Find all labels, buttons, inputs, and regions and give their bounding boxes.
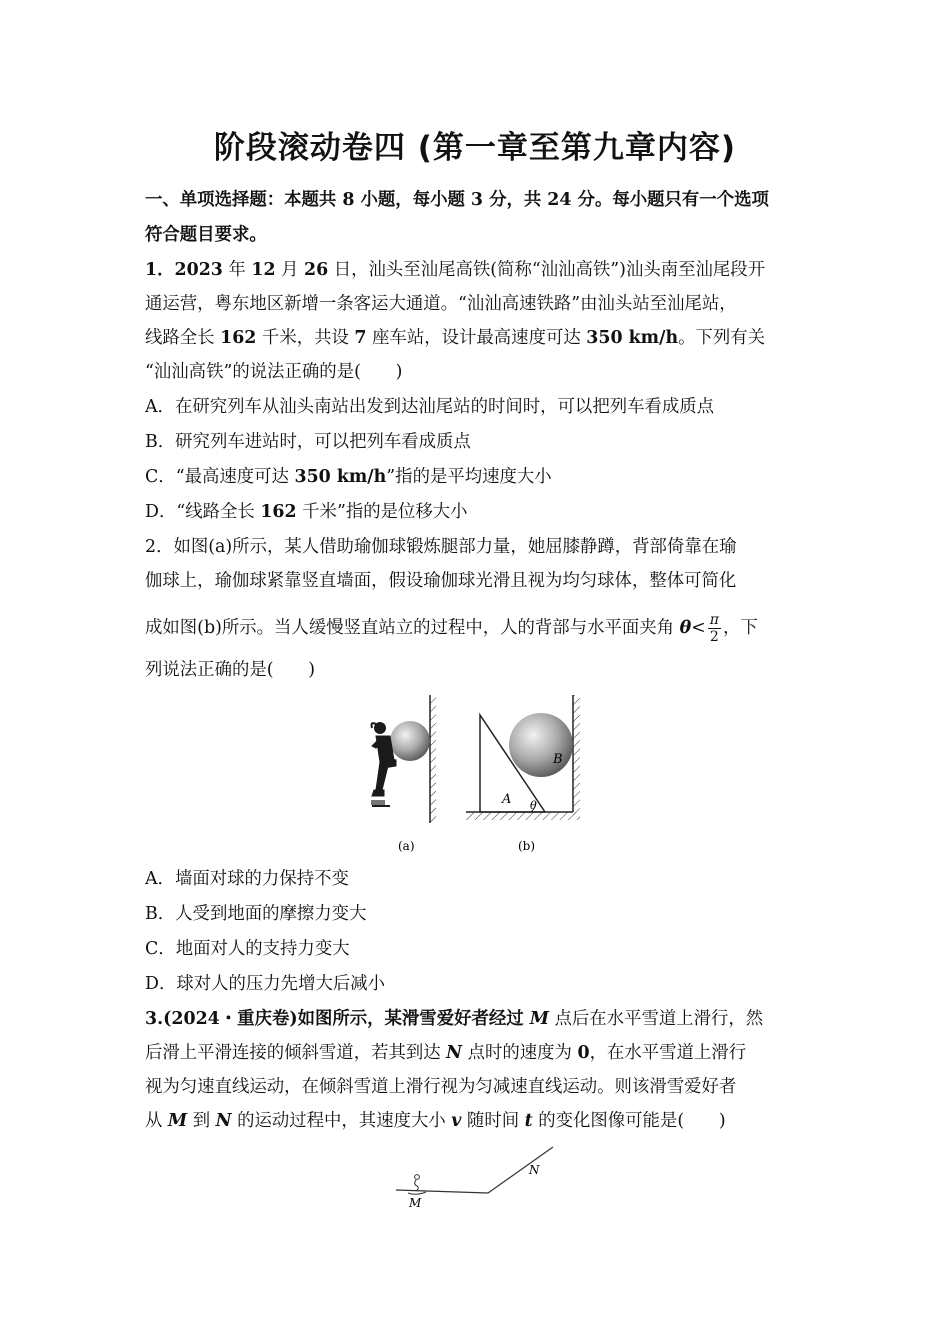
q3-point-n: N bbox=[446, 1043, 463, 1063]
section-intro-line-1 bbox=[145, 188, 769, 212]
q1-text: 月 bbox=[275, 260, 305, 280]
q1-month: 12 bbox=[251, 260, 276, 280]
q1-length: 162 bbox=[220, 328, 257, 348]
q3-figure bbox=[390, 1140, 570, 1215]
q1-option-c-speed: 350 km/h bbox=[294, 467, 387, 487]
figure-b-ball bbox=[509, 713, 573, 777]
q2-theta: θ bbox=[679, 618, 692, 638]
q1-option-c-text: ”指的是平均速度大小 bbox=[386, 467, 552, 487]
q1-text: 线路全长 bbox=[145, 328, 221, 348]
q1-line-1 bbox=[145, 258, 765, 282]
page-title: 阶段滚动卷四 (第一章至第九章内容) bbox=[213, 130, 737, 166]
q2-line-4: 列说法正确的是( ) bbox=[145, 660, 316, 680]
figure-b-label-b: B bbox=[553, 752, 563, 767]
q2-option-a: A．墙面对球的力保持不变 bbox=[145, 869, 349, 889]
figure-b-label-theta: θ bbox=[530, 799, 537, 812]
q1-stations: 7 bbox=[354, 328, 367, 348]
figure-b-caption: (b) bbox=[518, 839, 536, 853]
fraction-denominator: 2 bbox=[709, 629, 719, 645]
q1-line-4: “汕汕高铁”的说法正确的是( ) bbox=[145, 362, 403, 382]
q2-less-than: < bbox=[691, 618, 706, 638]
q1-speed: 350 km/h bbox=[586, 328, 679, 348]
q2-option-d: D．球对人的压力先增大后减小 bbox=[145, 974, 386, 994]
q1-line-3 bbox=[145, 326, 765, 350]
q1-option-a: A．在研究列车从汕头南站出发到达汕尾站的时间时，可以把列车看成质点 bbox=[145, 397, 715, 417]
section-intro-line-2: 符合题目要求。 bbox=[145, 225, 267, 245]
pi-over-two-fraction bbox=[708, 612, 721, 645]
q1-year: 2023 bbox=[174, 260, 223, 280]
q3-figure-label-m: M bbox=[409, 1196, 422, 1210]
q3-text: 到 bbox=[187, 1111, 216, 1131]
q3-line-1 bbox=[145, 1007, 763, 1031]
q3-text: 点时的速度为 bbox=[462, 1043, 578, 1063]
q1-text: 千米，共设 bbox=[256, 328, 355, 348]
q2-text: ，下 bbox=[722, 618, 758, 638]
fraction-numerator: π bbox=[709, 612, 719, 628]
q2-option-b: B．人受到地面的摩擦力变大 bbox=[145, 904, 367, 924]
figure-a-caption: (a) bbox=[398, 839, 415, 853]
section-heading: 一、单项选择题： bbox=[145, 190, 285, 210]
q1-option-c bbox=[145, 465, 552, 489]
section-intro: 本题共 8 小题，每小题 3 分，共 24 分。每小题只有一个选项 bbox=[284, 190, 769, 210]
q2-text: 成如图(b)所示。当人缓慢竖直站立的过程中，人的背部与水平面夹角 bbox=[145, 618, 680, 638]
q3-text: 从 bbox=[145, 1111, 168, 1131]
figure-a-yoga-ball bbox=[390, 721, 430, 761]
q1-option-b: B．研究列车进站时，可以把列车看成质点 bbox=[145, 432, 471, 452]
q3-text: 后滑上平滑连接的倾斜雪道，若其到达 bbox=[145, 1043, 447, 1063]
q3-text: 3.(2024・重庆卷)如图所示，某滑雪爱好者经过 bbox=[145, 1009, 530, 1029]
q1-option-d bbox=[145, 500, 468, 524]
q3-zero: 0 bbox=[577, 1043, 590, 1063]
figure-b-label-a: A bbox=[502, 792, 512, 807]
q1-text: 。下列有关 bbox=[678, 328, 766, 348]
q3-text: 随时间 bbox=[461, 1111, 525, 1131]
q3-line-2 bbox=[145, 1041, 746, 1065]
figure-a-wall bbox=[430, 695, 436, 823]
q1-line-2: 通运营，粤东地区新增一条客运大通道。“汕汕高速铁路”由汕头站至汕尾站， bbox=[145, 294, 737, 314]
q3-point-m: M bbox=[529, 1009, 549, 1029]
q3-point-m: M bbox=[167, 1111, 188, 1131]
q3-text: ，在水平雪道上滑行 bbox=[589, 1043, 747, 1063]
q3-point-n: N bbox=[215, 1111, 232, 1131]
q3-velocity-symbol: v bbox=[451, 1111, 462, 1131]
q1-text: 座车站，设计最高速度可达 bbox=[366, 328, 587, 348]
q1-option-d-text: 千米”指的是位移大小 bbox=[296, 502, 468, 522]
q2-line-2: 伽球上，瑜伽球紧靠竖直墙面，假设瑜伽球光滑且视为均匀球体，整体可简化 bbox=[145, 571, 737, 591]
q2-figure bbox=[350, 690, 600, 860]
q1-number: 1． bbox=[145, 260, 175, 280]
q3-text: 点后在水平雪道上滑行，然 bbox=[548, 1009, 764, 1029]
q1-day: 26 bbox=[304, 260, 329, 280]
q2-line-1: 2．如图(a)所示，某人借助瑜伽球锻炼腿部力量，她屈膝静蹲，背部倚靠在瑜 bbox=[145, 537, 737, 557]
q2-option-c: C．地面对人的支持力变大 bbox=[145, 939, 350, 959]
q1-text: 日，汕头至汕尾高铁(简称“汕汕高铁”)汕头南至汕尾段开 bbox=[328, 260, 766, 280]
q3-figure-label-n: N bbox=[529, 1163, 540, 1177]
q3-time-symbol: t bbox=[524, 1111, 533, 1131]
q1-text: 年 bbox=[222, 260, 252, 280]
q1-option-d-length: 162 bbox=[260, 502, 297, 522]
q3-text: 的变化图像可能是( ) bbox=[532, 1111, 726, 1131]
q3-line-3: 视为匀速直线运动，在倾斜雪道上滑行视为匀减速直线运动。则该滑雪爱好者 bbox=[145, 1077, 737, 1097]
q1-option-d-text: D．“线路全长 bbox=[145, 502, 261, 522]
q3-line-4 bbox=[145, 1109, 726, 1133]
q3-text: 的运动过程中，其速度大小 bbox=[231, 1111, 452, 1131]
q2-line-3 bbox=[145, 612, 758, 645]
q1-option-c-text: C．“最高速度可达 bbox=[145, 467, 295, 487]
